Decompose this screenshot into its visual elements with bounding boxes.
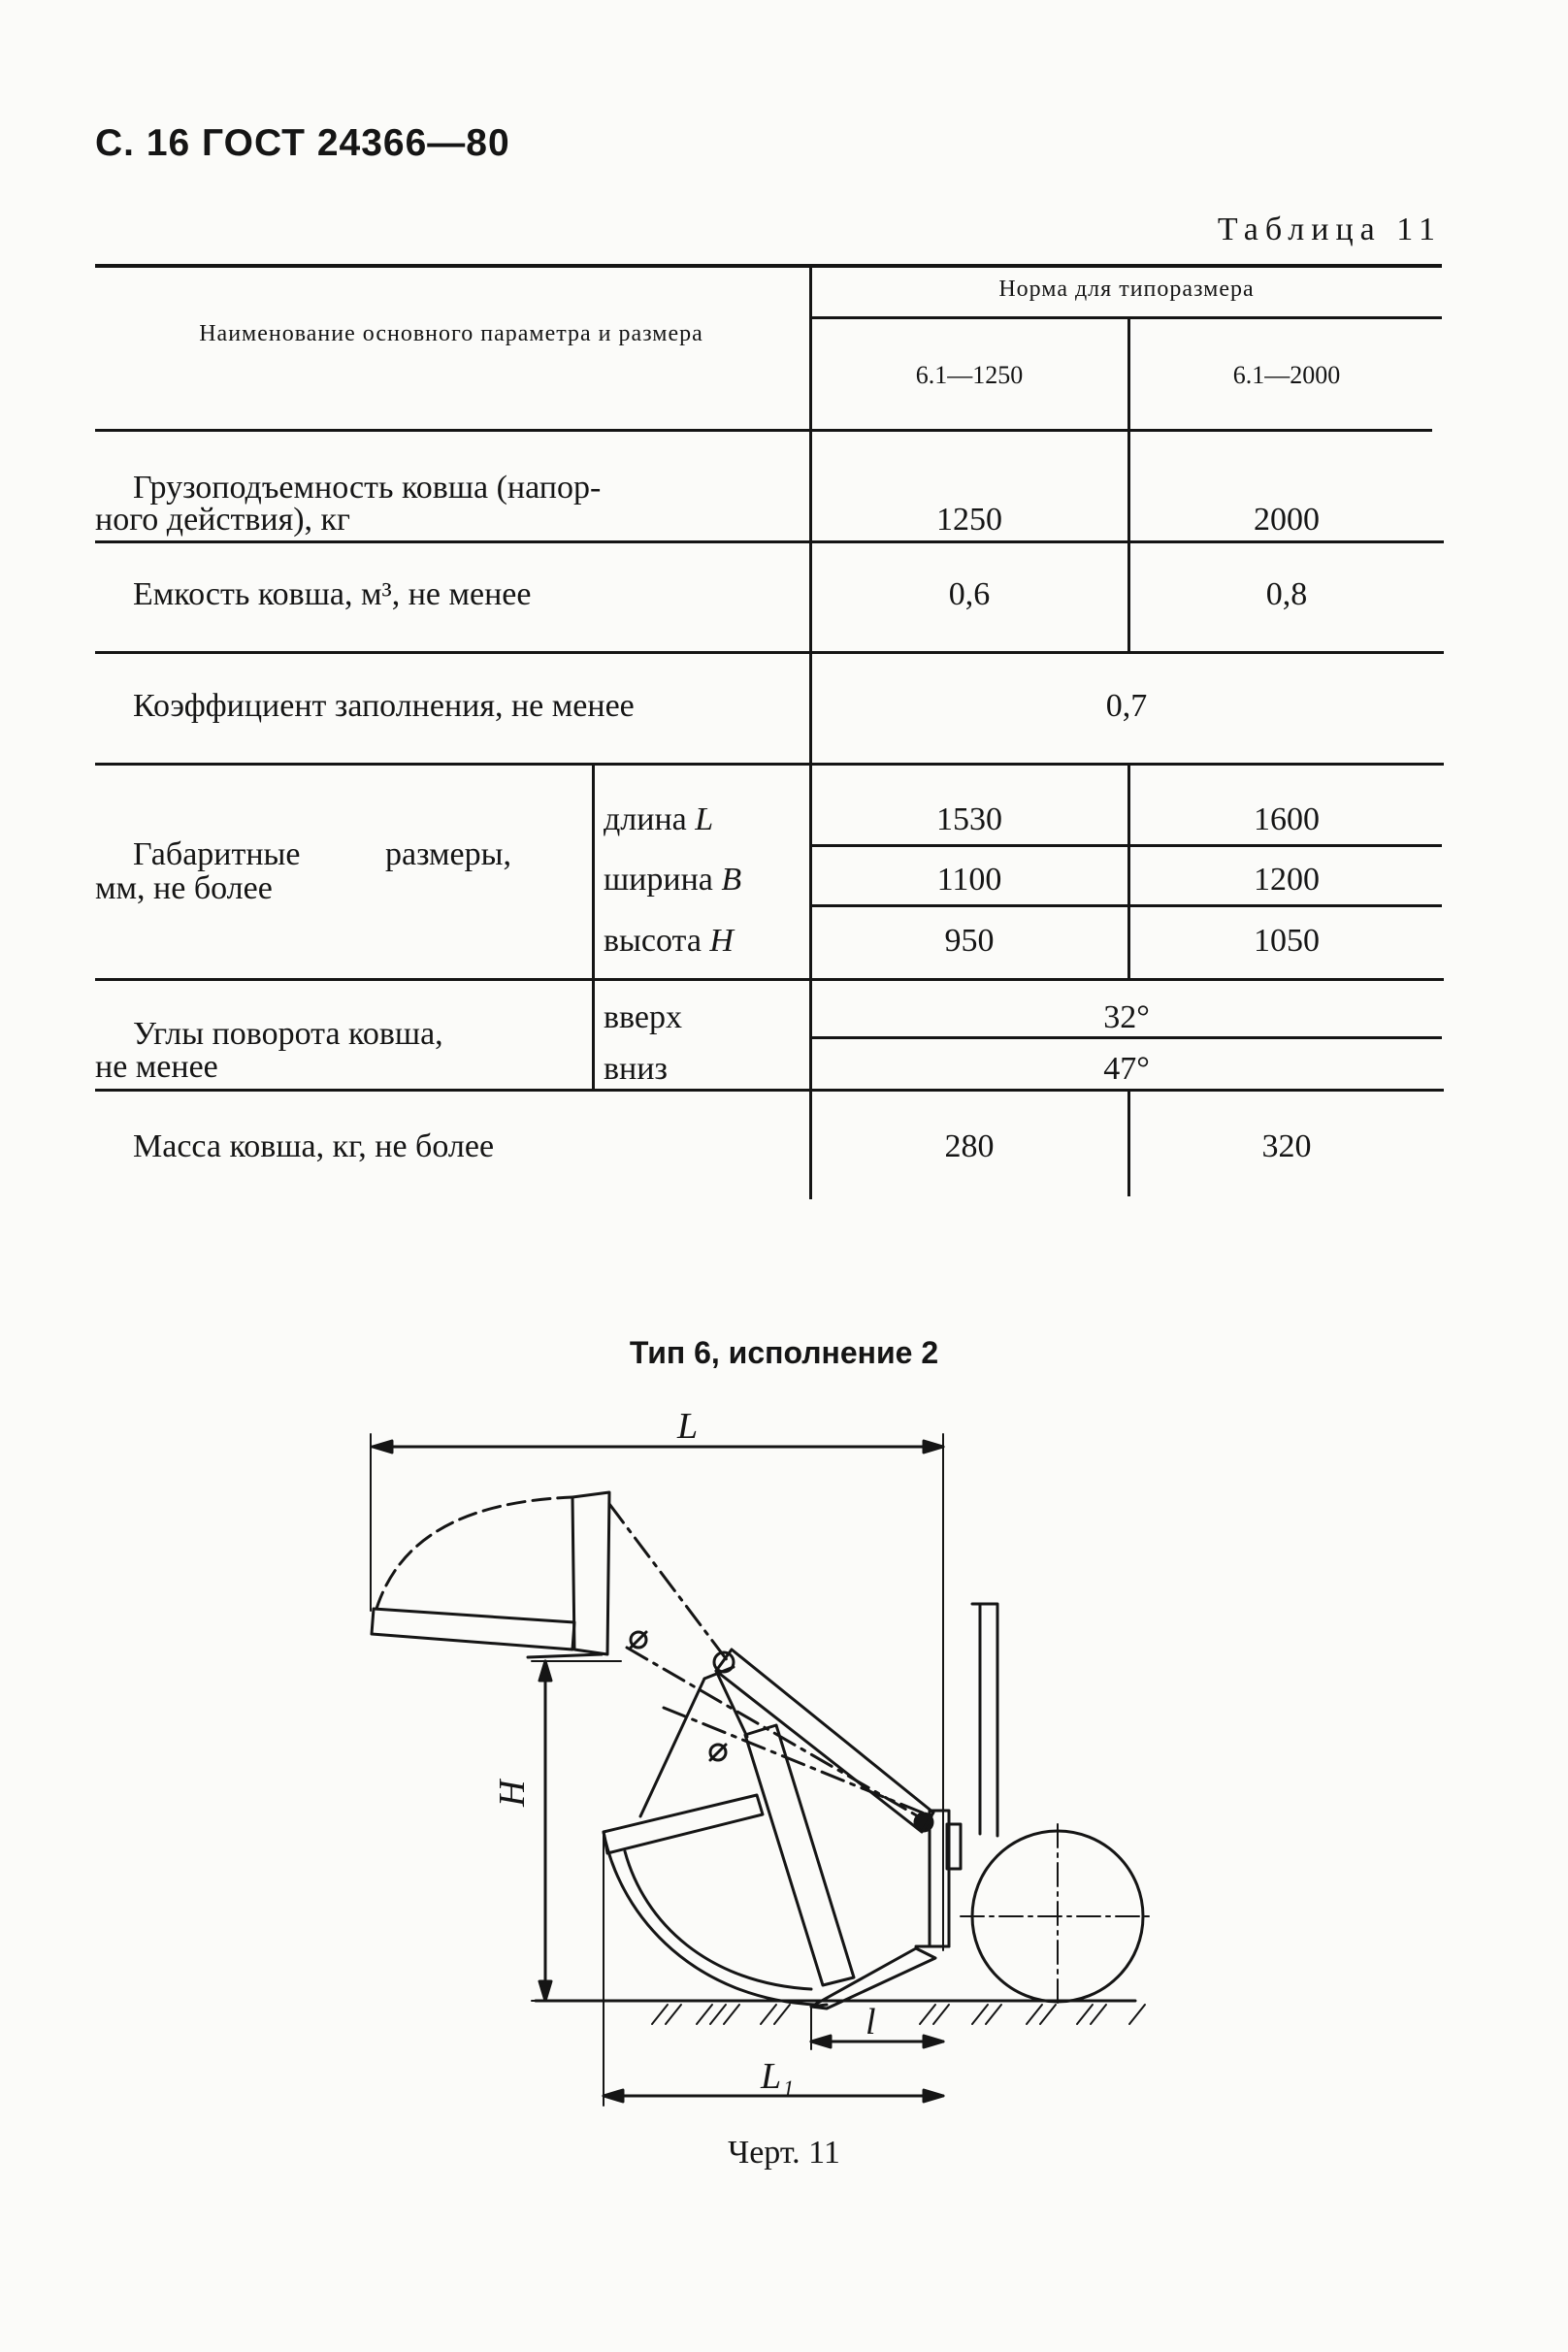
ground-hatch	[652, 2005, 1145, 2024]
figure-caption: Тип 6, исполнение 2	[629, 1335, 939, 1370]
dim-height-value-1: 950	[944, 923, 995, 959]
dim-width-symbol: B	[721, 862, 742, 898]
dim-height-name: высота	[604, 923, 702, 959]
raised-bucket-edge	[528, 1654, 602, 1657]
dim-arrow	[811, 2036, 831, 2047]
capacity-value-1: 1250	[936, 502, 1002, 538]
angle-down-value: 47°	[1103, 1051, 1150, 1087]
volume-value-2: 0,8	[1265, 576, 1308, 612]
fill-label: Коэффициент заполнения, не менее	[133, 688, 635, 724]
dim-arrow	[924, 2090, 943, 2102]
label-L1: L₁	[761, 2056, 795, 2097]
arm-centerline	[609, 1504, 728, 1661]
dim-arrow	[924, 1441, 943, 1453]
page-header: С. 16 ГОСТ 24366—80	[95, 122, 510, 164]
mass-value-2: 320	[1261, 1128, 1312, 1164]
bucket-body-inner	[625, 1851, 811, 1989]
arm-centerline	[664, 1708, 931, 1816]
size-2-header: 6.1—2000	[1232, 361, 1341, 389]
bucket-side	[640, 1679, 704, 1816]
volume-label: Емкость ковша, м³, не менее	[133, 576, 532, 612]
label-H: H	[492, 1780, 533, 1807]
angle-up-value: 32°	[1103, 999, 1150, 1035]
dim-arrow	[539, 1661, 551, 1681]
angle-down-label: вниз	[604, 1051, 668, 1087]
angles-label-line2: не менее	[95, 1049, 218, 1085]
bucket-crossbar	[604, 1795, 763, 1853]
norm-column-header: Норма для типоразмера	[998, 277, 1255, 302]
angle-up-label: вверх	[604, 999, 682, 1035]
dim-width-value-1: 1100	[936, 862, 1002, 898]
fill-value: 0,7	[1105, 688, 1148, 724]
capacity-value-2: 2000	[1254, 502, 1320, 538]
dim-length-symbol: L	[695, 801, 714, 837]
dim-length-name: длина	[604, 801, 687, 837]
angles-label-line1: Углы поворота ковша,	[133, 1016, 443, 1052]
dim-width-value-2: 1200	[1254, 862, 1320, 898]
tractor-mast	[972, 1604, 997, 1836]
capacity-label-line2: ного действия), кг	[95, 502, 351, 538]
raised-bucket	[376, 1497, 572, 1609]
figure-number: Черт. 11	[728, 2135, 840, 2171]
size-1-header: 6.1—1250	[915, 361, 1024, 389]
volume-value-1: 0,6	[948, 576, 991, 612]
dim-length-value-2: 1600	[1254, 801, 1320, 837]
param-column-header: Наименование основного параметра и размера	[199, 321, 703, 346]
dim-height-value-2: 1050	[1254, 923, 1320, 959]
dim-arrow	[373, 1441, 392, 1453]
label-l: l	[866, 2002, 876, 2042]
mass-value-1: 280	[944, 1128, 995, 1164]
raised-bucket-plate	[372, 1609, 574, 1650]
dim-length-value-1: 1530	[936, 801, 1002, 837]
capacity-label-line1: Грузоподъемность ковша (напор-	[133, 470, 602, 506]
dim-height-symbol: H	[709, 923, 734, 959]
dims-label-line2: мм, не более	[95, 870, 273, 906]
dims-label-line1: Габаритные размеры,	[133, 836, 511, 872]
mass-label: Масса ковша, кг, не более	[133, 1128, 495, 1164]
raised-bucket-wall	[572, 1492, 609, 1654]
label-L: L	[677, 1406, 699, 1447]
dim-arrow	[604, 2090, 623, 2102]
dim-arrow	[924, 2036, 943, 2047]
dim-arrow	[539, 1981, 551, 2001]
dim-width-name: ширина	[604, 862, 713, 898]
table-label: Таблица 11	[1217, 212, 1442, 247]
